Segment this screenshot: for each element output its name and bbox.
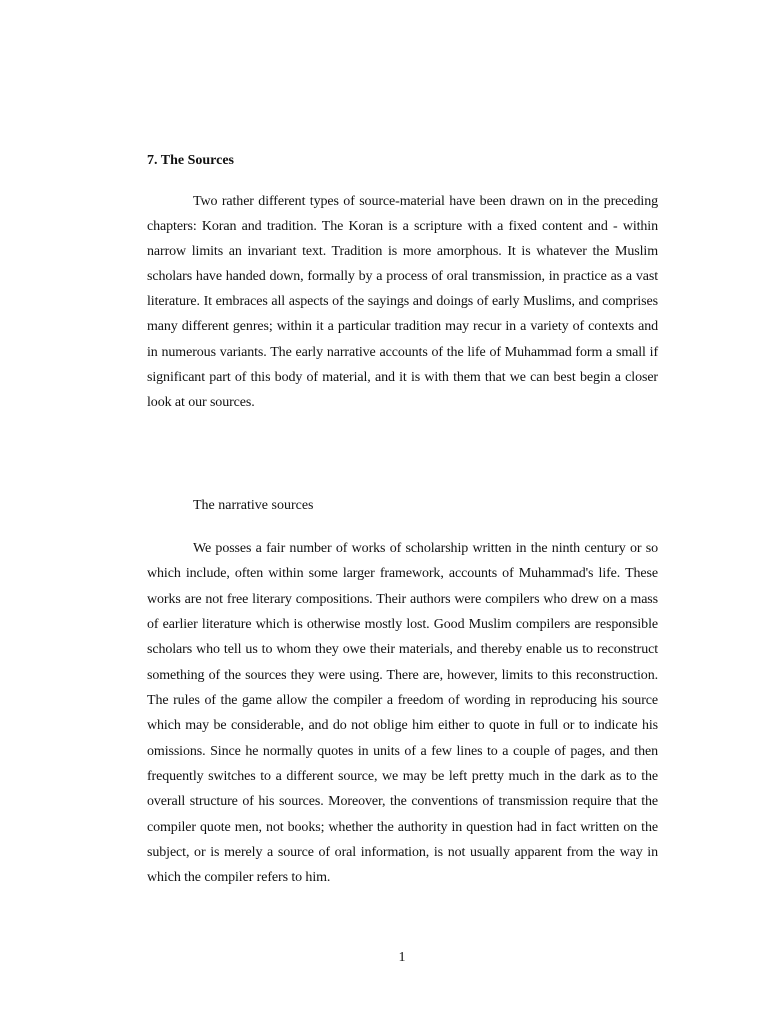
paragraph-koran-and-tradition: Two rather different types of source-material have been drawn on in the preceding chapters: Koran and tradition. The Koran is a scripture with a fixed content and - within narrow limits an invariant text. Tradition is more amorphous. It is whatever the Muslim scholars have handed down, formally by a process of oral transmission, in practice as a vast literature. It embraces all aspects of the sayings and doings of early Muslims, and comprises many different genres; within it a particular tradition may recur in a variety of contexts and in numerous variants. The early narrative accounts of the life of Muhammad form a small if significant part of this body of material, and it is with them that we can best begin a closer look at our sources.: [147, 194, 658, 410]
paragraph-narrative-sources: We posses a fair number of works of scholarship written in the ninth century or so which include, often within some larger framework, accounts of Muhammad's life. These works are not free literary compositions. Their authors were compilers who drew on a mass of earlier literature which is otherwise mostly lost. Good Muslim compilers are responsible scholars who tell us to whom they owe their materials, and thereby enable us to reconstruct something of the sources they were using. There are, however, limits to this reconstruction. The rules of the game allow the compiler a freedom of wording in reproducing his source which may be considerable, and do not oblige him either to quote in full or to indicate his omissions. Since he normally quotes in units of a few lines to a couple of pages, and then frequently switches to a different source, we may be left pretty much in the dark as to the overall structure of his sources. Moreover, the conventions of transmission require that the compiler quote men, not books; whether the authority in question had in fact written on the subject, or is merely a source of oral information, is not usually apparent from the way in which the compiler refers to him.: [147, 541, 658, 886]
subheading-narrative-sources: The narrative sources: [193, 498, 314, 513]
page-number: 1: [398, 950, 406, 965]
section-heading: 7. The Sources: [147, 153, 234, 168]
